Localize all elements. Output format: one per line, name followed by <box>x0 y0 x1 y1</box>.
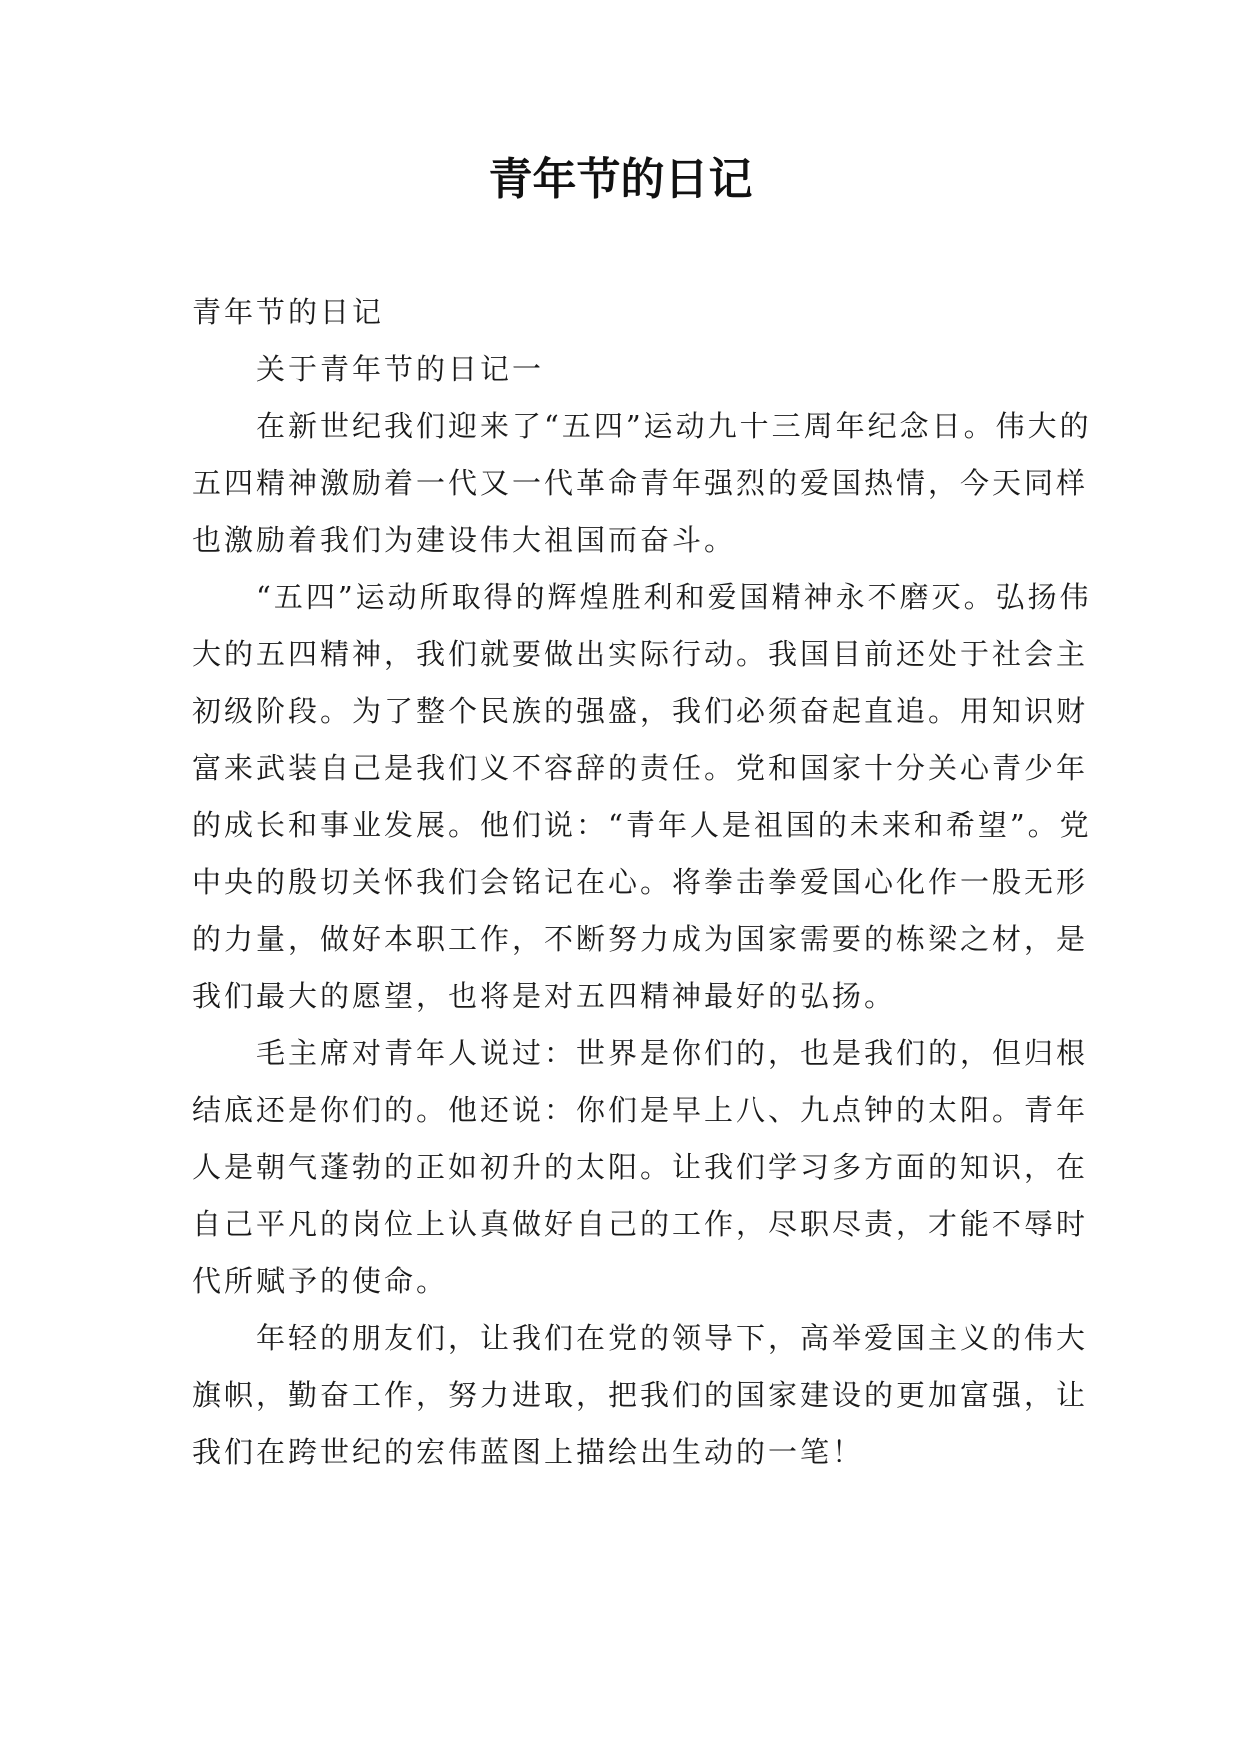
document-title: 青年节的日记 <box>488 154 753 205</box>
paragraph-3: 毛主席对青年人说过：世界是你们的，也是我们的，但归根结底还是你们的。他还说：你们是早上八、九点钟的太阳。青年人是朝气蓬勃的正如初升的太阳。让我们学习多方面的知识，在自己平凡的岗位上认真做好自己的工作，尽职尽责，才能不辱时代所赋予的使命。 <box>192 1036 1089 1298</box>
paragraph-4: 年轻的朋友们，让我们在党的领导下，高举爱国主义的伟大旗帜，勤奋工作，努力进取，把我们的国家建设的更加富强，让我们在跨世纪的宏伟蓝图上描绘出生动的一笔！ <box>192 1321 1089 1469</box>
document-body <box>192 284 1092 1481</box>
paragraph-1: 在新世纪我们迎来了“五四”运动九十三周年纪念日。伟大的五四精神激励着一代又一代革命青年强烈的爱国热情，今天同样也激励着我们为建设伟大祖国而奋斗。 <box>192 409 1092 557</box>
document-heading: 青年节的日记 <box>192 295 385 329</box>
section-title: 关于青年节的日记一 <box>256 352 545 386</box>
paragraph-2: “五四”运动所取得的辉煌胜利和爱国精神永不磨灭。弘扬伟大的五四精神，我们就要做出实际行动。我国目前还处于社会主初级阶段。为了整个民族的强盛，我们必须奋起直追。用知识财富来武装自己是我们义不容辞的责任。党和国家十分关心青少年的成长和事业发展。他们说：“青年人是祖国的未来和希望”。党中央的殷切关怀我们会铭记在心。将拳击拳爱国心化作一股无形的力量，做好本职工作，不断努力成为国家需要的栋梁之材，是我们最大的愿望，也将是对五四精神最好的弘扬。 <box>192 580 1092 1013</box>
